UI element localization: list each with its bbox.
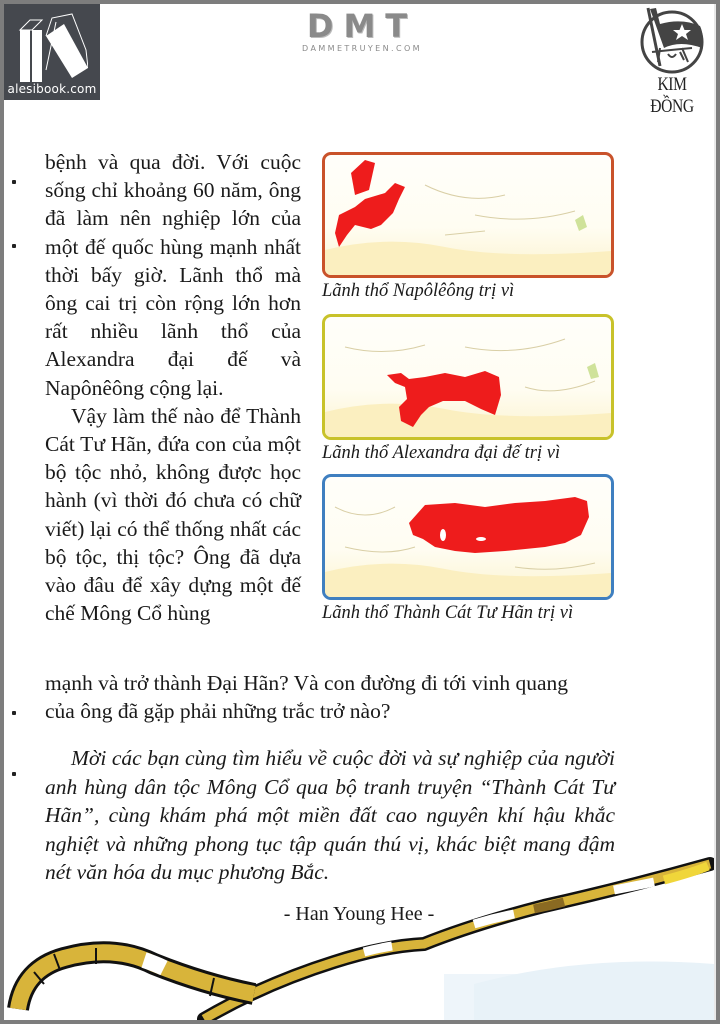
- alesibook-label: alesibook.com: [7, 82, 97, 96]
- flag-star-emblem-icon: [630, 4, 714, 74]
- territory-map-icon: [325, 317, 611, 437]
- body-line: của ông đã gặp phải những trắc trở nào?: [45, 699, 391, 723]
- alesibook-logo[interactable]: [4, 4, 100, 100]
- kim-dong-logo[interactable]: [630, 4, 714, 117]
- map-genghis-khan: [322, 474, 614, 600]
- territory-map-icon: [325, 477, 611, 597]
- book-stack-icon: [16, 10, 88, 84]
- intro-text: Mời các bạn cùng tìm hiểu về cuộc đời và sự nghiệp của người anh hùng dân tộc Mông Cổ qua bộ tranh truyện “Thành Cát Tư Hãn”, cùng khám phá một miền đất cao nguyên khí hậu khắc nghiệt và những phong tục tập quán thú vị, khác biệt mang đậm nét văn hóa du mục phương Bắc.: [45, 746, 615, 885]
- map-napoleon: [322, 152, 614, 278]
- map-caption: Lãnh thổ Thành Cát Tư Hãn trị vì: [322, 603, 574, 623]
- dmt-subtitle: DAMMETRUYEN.COM: [302, 44, 422, 53]
- book-page: [4, 4, 716, 1020]
- body-paragraph: Vậy làm thế nào để Thành Cát Tư Hãn, đứa con của một bộ tộc nhỏ, không được học hành (vì thời đó chưa có chữ viết) lại có thể thống nhất các bộ tộc, thị tộc? Ông đã dựa vào đâu để xây dựng một đế chế Mông Cổ hùng: [45, 403, 301, 626]
- striped-ribbon-decoration-icon: [4, 854, 714, 1020]
- map-figure-genghis-khan: [322, 474, 612, 624]
- body-line: mạnh và trở thành Đại Hãn? Và con đường đi tới vinh quang: [45, 671, 569, 695]
- map-caption: Lãnh thổ Alexandra đại đế trị vì: [322, 443, 561, 463]
- map-figure-napoleon: [322, 152, 612, 302]
- dammetruyen-logo[interactable]: [292, 7, 432, 53]
- map-alexander: [322, 314, 614, 440]
- body-paragraph: bệnh và qua đời. Với cuộc sống chỉ khoảng 60 năm, ông đã làm nên nghiệp lớn của một đế quốc hùng mạnh nhất thời bấy giờ. Lãnh thổ mà ông cai trị còn rộng lớn hơn rất nhiều lãnh thổ của Alexandra đại đế và Napônêông cộng lại.: [45, 150, 301, 400]
- margin-mark: [12, 244, 16, 248]
- territory-map-icon: [325, 155, 611, 275]
- kim-dong-label: KIM ĐỒNG: [650, 74, 694, 117]
- map-caption: Lãnh thổ Napôlêông trị vì: [322, 281, 515, 301]
- dmt-title: DMT: [306, 7, 418, 45]
- body-column: [45, 148, 301, 627]
- author-signature: - Han Young Hee -: [283, 903, 435, 925]
- margin-mark: [12, 772, 16, 776]
- margin-mark: [12, 711, 16, 715]
- margin-mark: [12, 180, 16, 184]
- map-figure-alexander: [322, 314, 612, 464]
